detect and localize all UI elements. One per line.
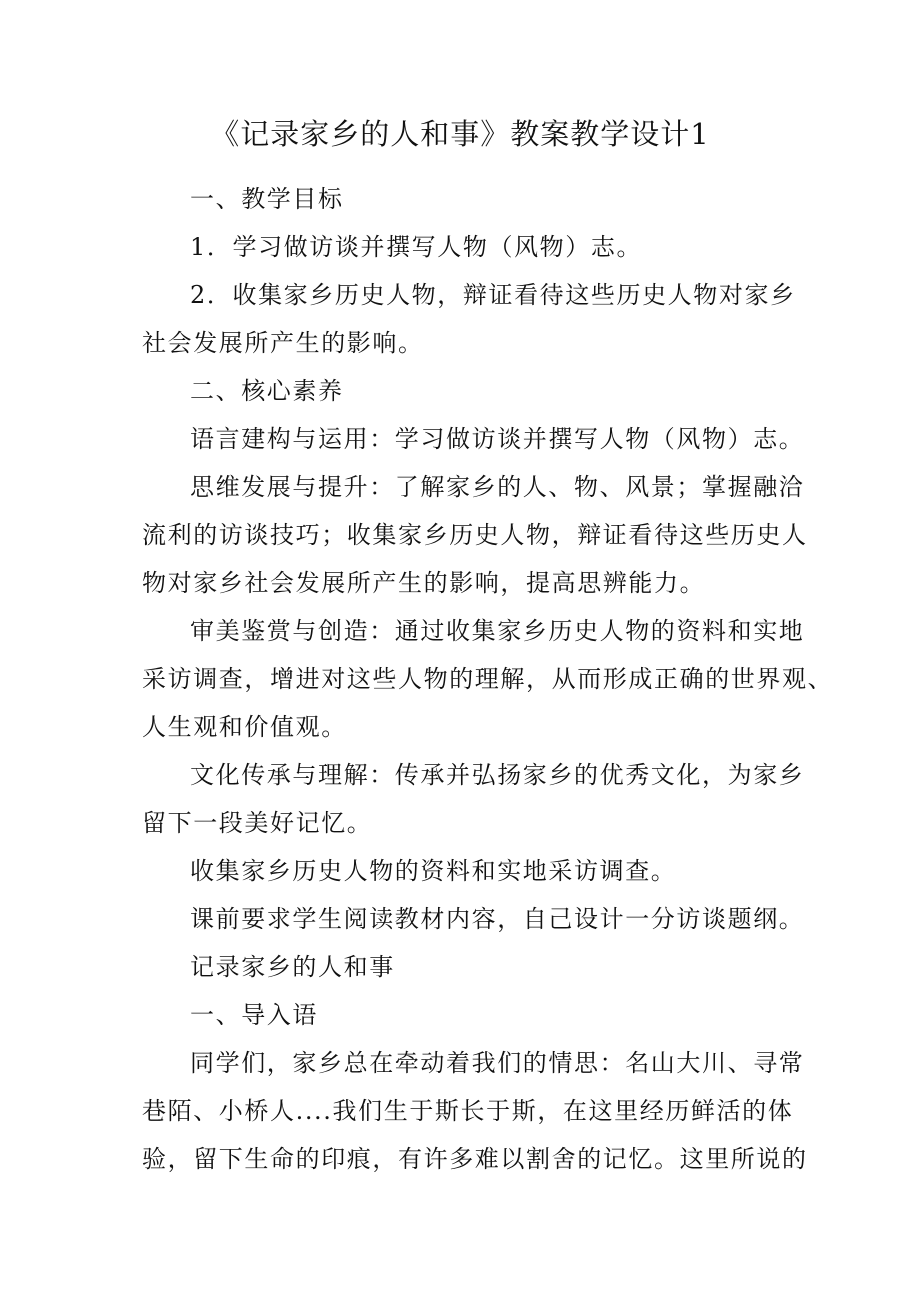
paragraph-aesthetic: 审美鉴赏与创造：通过收集家乡历史人物的资料和实地 xyxy=(190,617,805,645)
section-subtitle: 记录家乡的人和事 xyxy=(190,953,395,981)
paragraph-aesthetic-line-3: 人生观和价值观。 xyxy=(142,713,347,741)
paragraph-introduction-line-2: 巷陌、小桥人....我们生于斯长于斯，在这里经历鲜活的体 xyxy=(142,1097,794,1125)
paragraph-aesthetic-line-2: 采访调查，增进对这些人物的理解，从而形成正确的世界观、 xyxy=(142,665,834,693)
paragraph-thinking-line-3: 物对家乡社会发展所产生的影响，提高思辨能力。 xyxy=(142,569,706,597)
paragraph-thinking-line-2: 流利的访谈技巧；收集家乡历史人物，辩证看待这些历史人 xyxy=(142,521,808,549)
heading-introduction: 一、导入语 xyxy=(190,1001,318,1029)
heading-core-literacy: 二、核心素养 xyxy=(190,377,344,405)
paragraph-focus: 收集家乡历史人物的资料和实地采访调查。 xyxy=(190,857,677,885)
paragraph-culture-line-2: 留下一段美好记忆。 xyxy=(142,809,373,837)
paragraph-preparation: 课前要求学生阅读教材内容，自己设计一分访谈题纲。 xyxy=(190,905,805,933)
paragraph-introduction-line-3: 验，留下生命的印痕，有许多难以割舍的记忆。这里所说的 xyxy=(142,1145,808,1173)
paragraph-language: 语言建构与运用：学习做访谈并撰写人物（风物）志。 xyxy=(190,425,805,453)
paragraph-introduction: 同学们，家乡总在牵动着我们的情思：名山大川、寻常 xyxy=(190,1049,805,1077)
heading-teaching-goals: 一、教学目标 xyxy=(190,185,344,213)
goal-item-2-continued: 社会发展所产生的影响。 xyxy=(142,329,424,357)
goal-item-2: 2．收集家乡历史人物，辩证看待这些历史人物对家乡 xyxy=(190,281,796,309)
goal-item-1: 1．学习做访谈并撰写人物（风物）志。 xyxy=(190,233,643,261)
paragraph-culture: 文化传承与理解：传承并弘扬家乡的优秀文化，为家乡 xyxy=(190,761,805,789)
document-title: 《记录家乡的人和事》教案教学设计1 xyxy=(210,117,710,151)
paragraph-thinking: 思维发展与提升：了解家乡的人、物、风景；掌握融洽 xyxy=(190,473,805,501)
